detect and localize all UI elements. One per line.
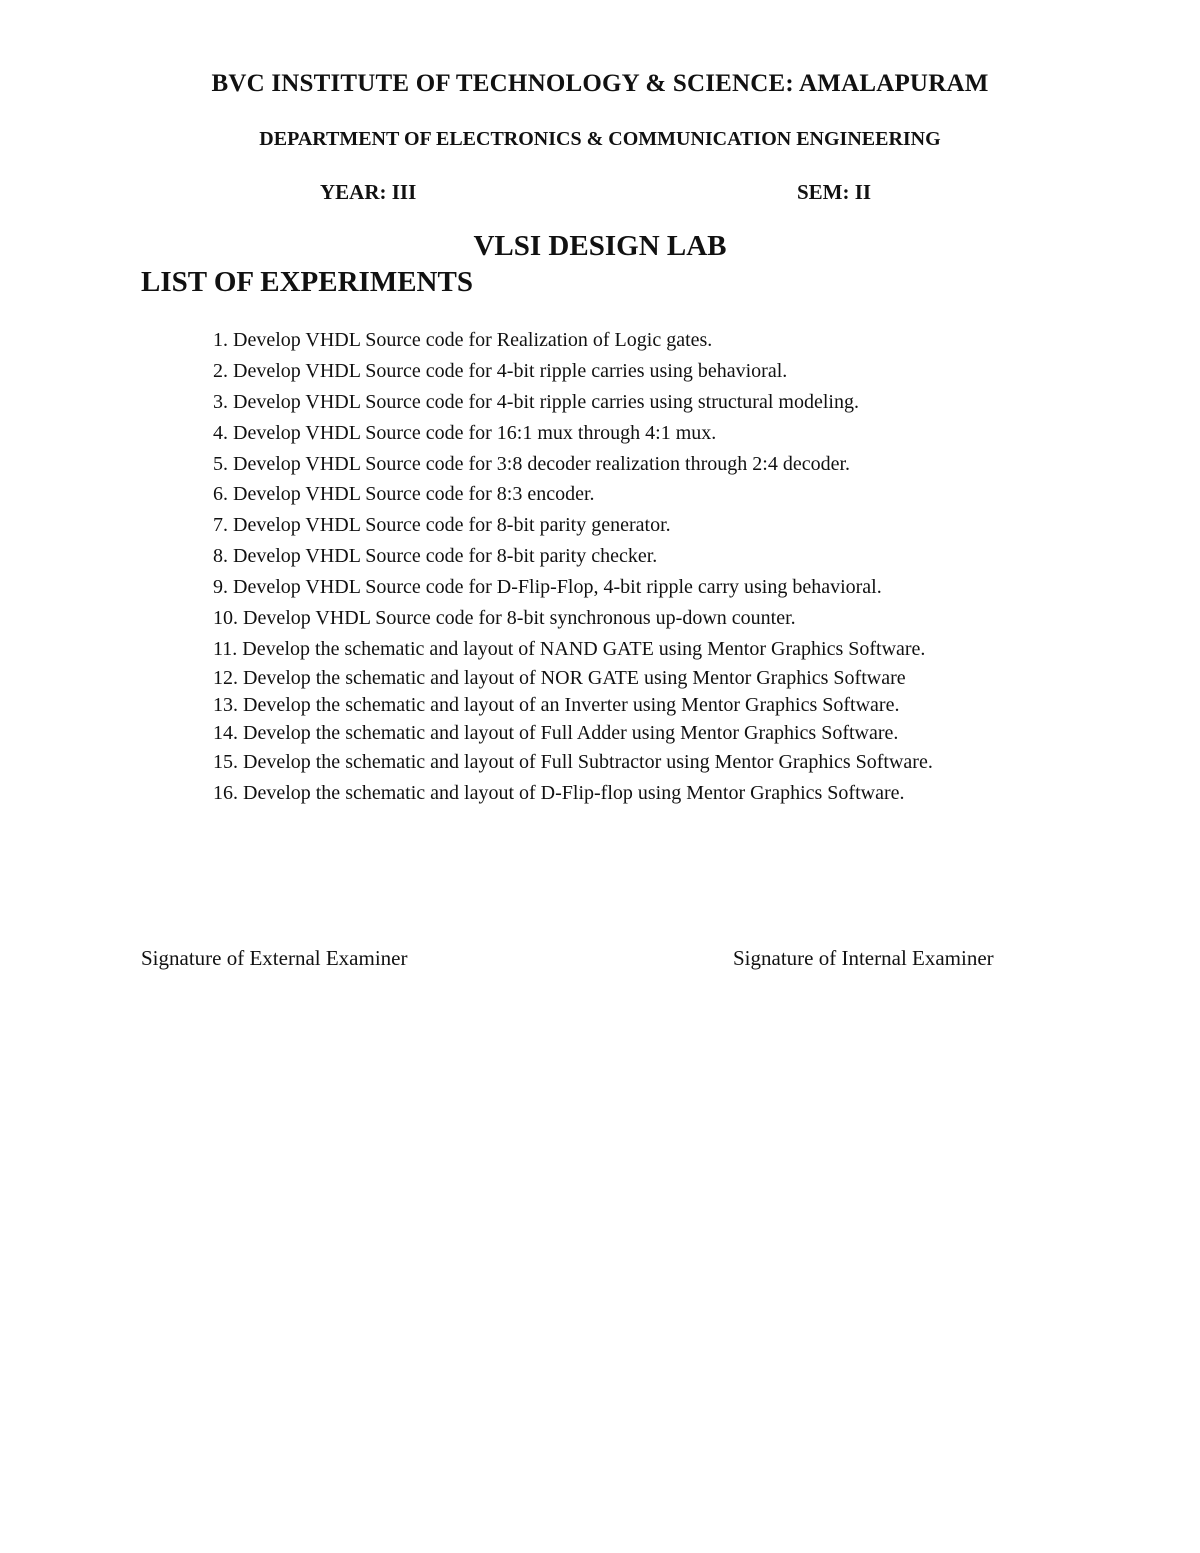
experiment-item: 1. Develop VHDL Source code for Realization of Logic gates. [213,329,713,351]
department-name: DEPARTMENT OF ELECTRONICS & COMMUNICATION ENGINEERING [259,128,941,150]
internal-examiner-signature-label: Signature of Internal Examiner [733,946,994,970]
experiment-item: 13. Develop the schematic and layout of an Inverter using Mentor Graphics Software. [213,694,900,717]
institute-name: BVC INSTITUTE OF TECHNOLOGY & SCIENCE: AMALAPURAM [211,70,989,97]
experiment-item: 14. Develop the schematic and layout of Full Adder using Mentor Graphics Software. [213,721,899,744]
experiment-list [213,325,933,809]
list-heading: LIST OF EXPERIMENTS [141,266,473,298]
experiment-item: 16. Develop the schematic and layout of D-Flip-flop using Mentor Graphics Software. [213,782,905,805]
experiment-item: 8. Develop VHDL Source code for 8-bit parity checker. [213,545,658,568]
experiment-item: 2. Develop VHDL Source code for 4-bit ripple carries using behavioral. [213,359,788,382]
experiment-item: 12. Develop the schematic and layout of NOR GATE using Mentor Graphics Software [213,666,906,689]
experiment-item: 5. Develop VHDL Source code for 3:8 decoder realization through 2:4 decoder. [213,452,851,475]
experiment-item: 7. Develop VHDL Source code for 8-bit parity generator. [213,514,671,537]
experiment-item: 4. Develop VHDL Source code for 16:1 mux through 4:1 mux. [213,421,717,444]
experiment-item: 3. Develop VHDL Source code for 4-bit ripple carries using structural modeling. [213,390,859,413]
experiment-item: 6. Develop VHDL Source code for 8:3 encoder. [213,483,595,506]
experiment-item: 15. Develop the schematic and layout of Full Subtractor using Mentor Graphics Software. [213,751,933,774]
semester-label: SEM: II [797,180,872,204]
experiment-item: 11. Develop the schematic and layout of NAND GATE using Mentor Graphics Software. [213,637,926,660]
experiment-item: 9. Develop VHDL Source code for D-Flip-Flop, 4-bit ripple carry using behavioral. [213,576,882,599]
external-examiner-signature-label: Signature of External Examiner [141,946,408,970]
year-label: YEAR: III [320,180,417,204]
experiment-item: 10. Develop VHDL Source code for 8-bit synchronous up-down counter. [213,607,796,630]
lab-title: VLSI DESIGN LAB [473,230,727,262]
